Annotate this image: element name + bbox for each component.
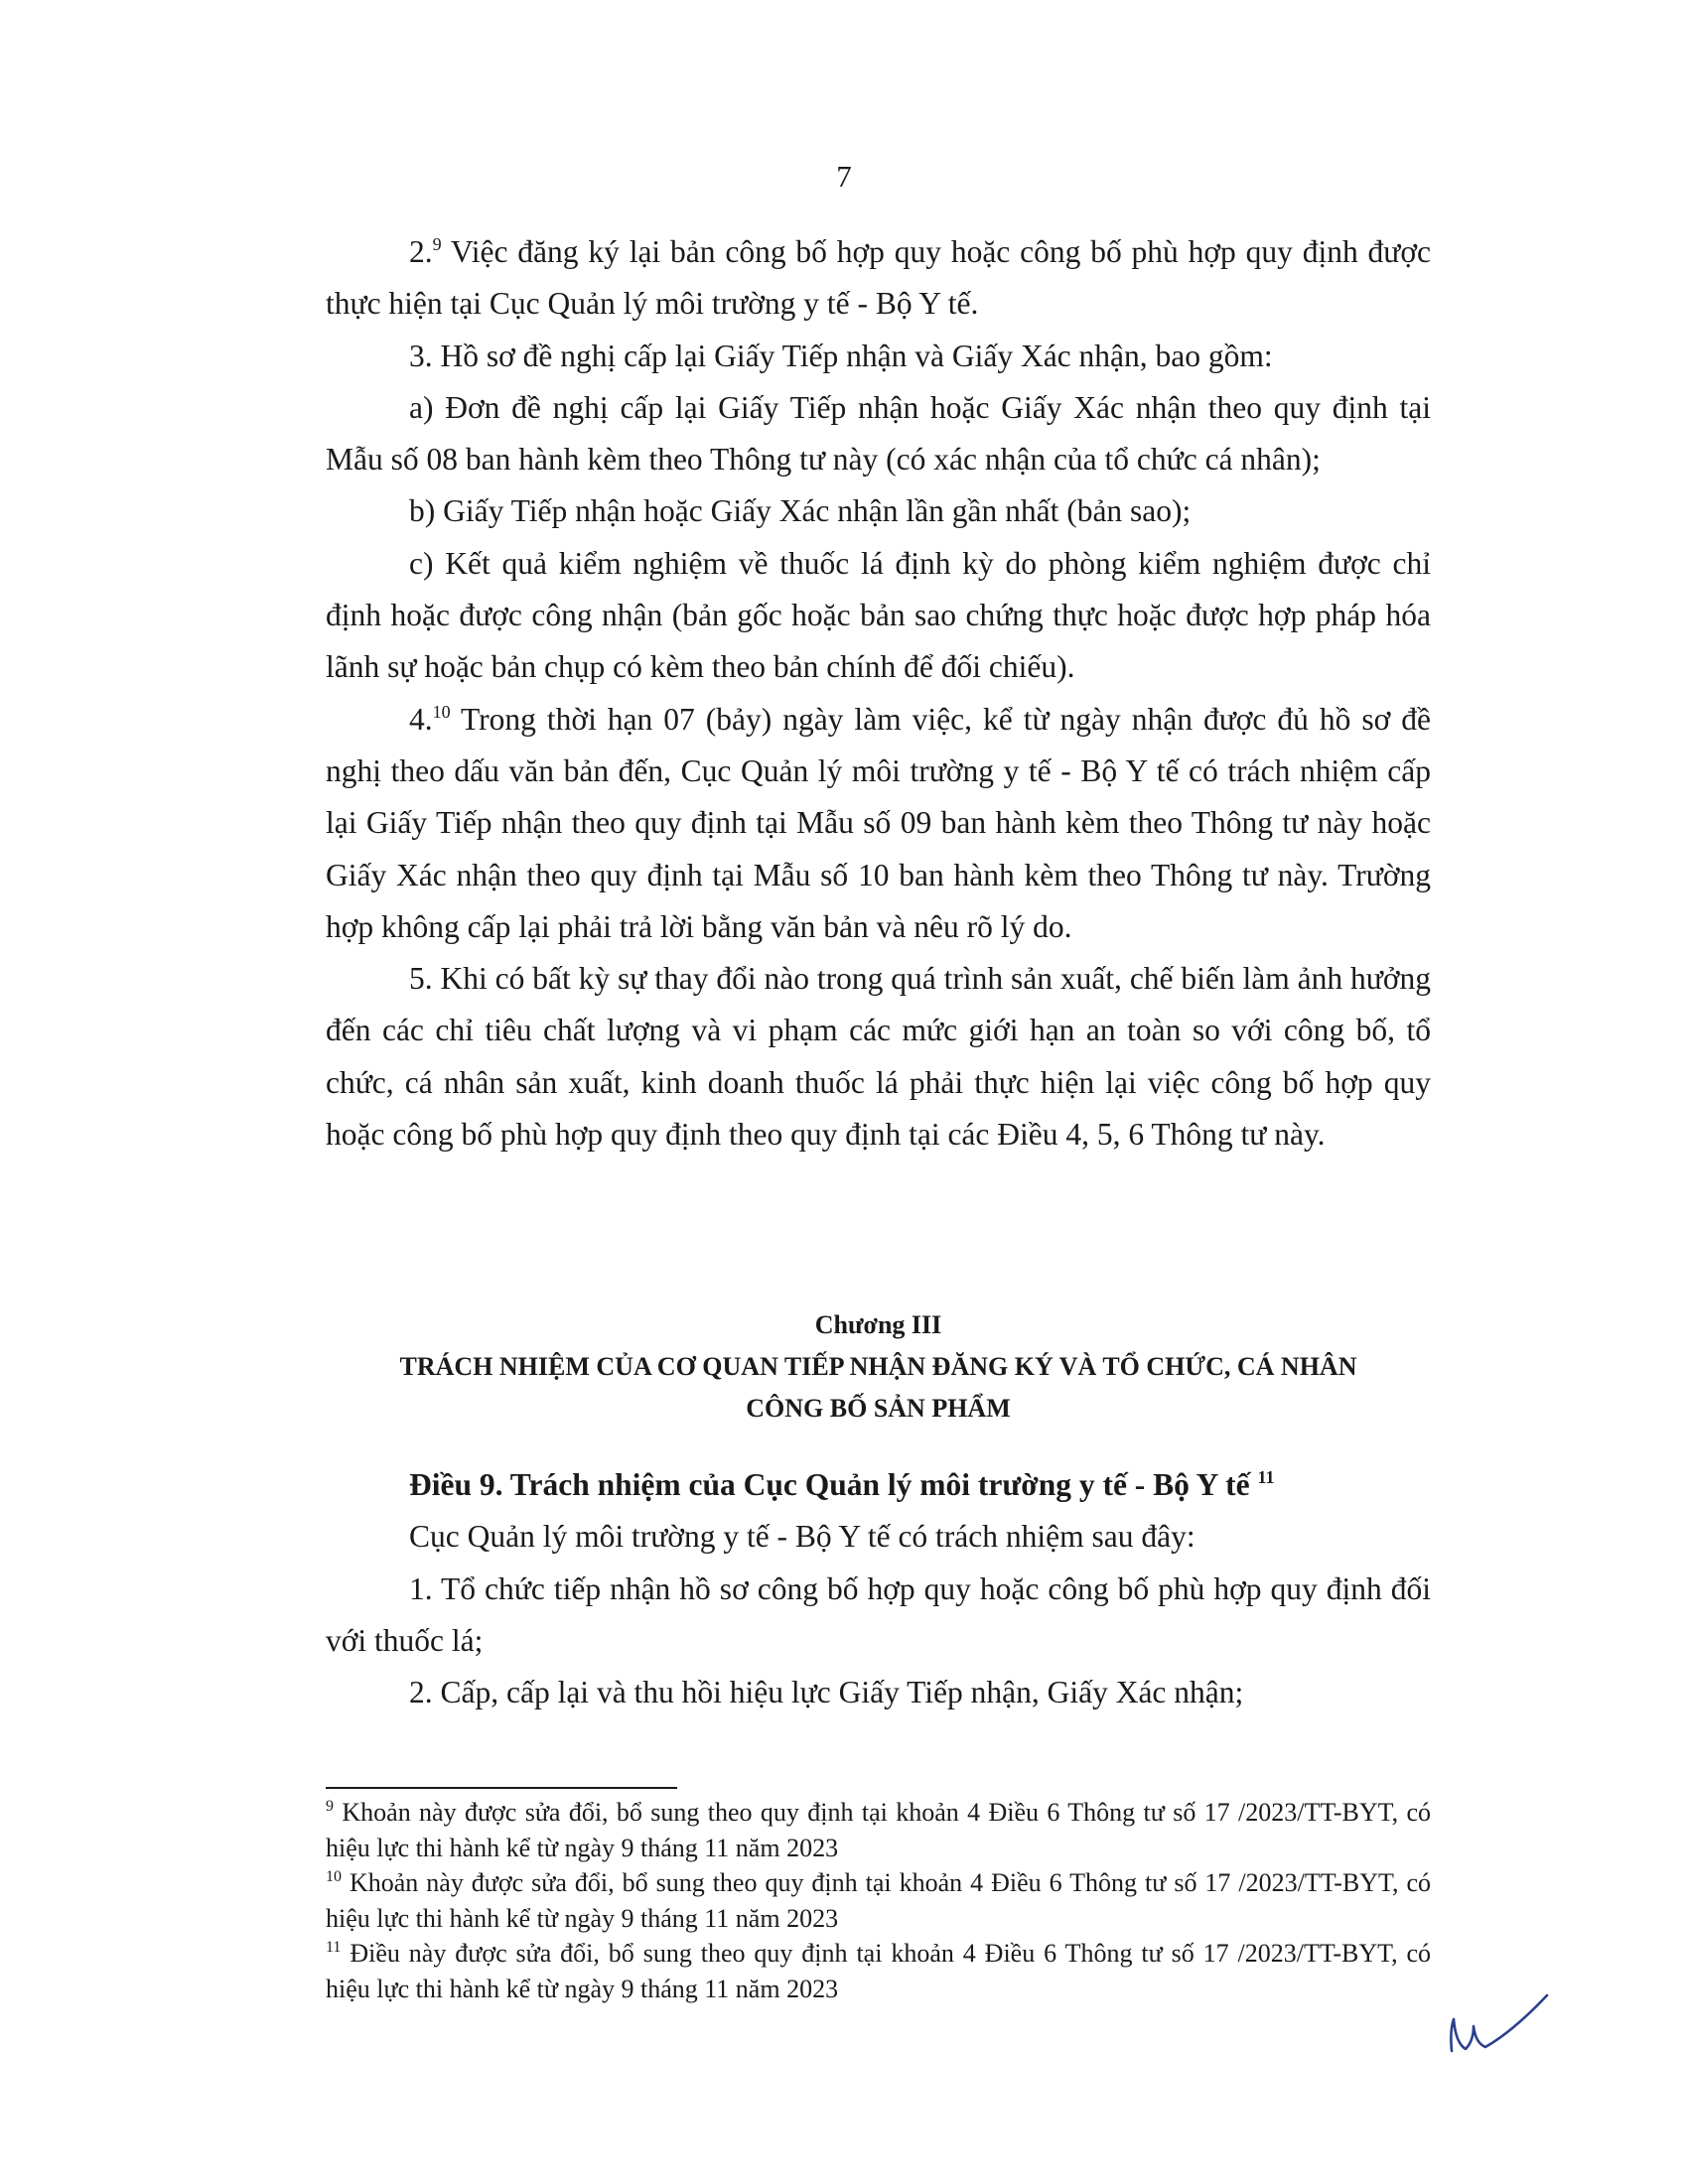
article-item-1: 1. Tổ chức tiếp nhận hồ sơ công bố hợp quy hoặc công bố phù hợp quy định đối với thuốc lá; (326, 1570, 1431, 1658)
footnote-number: 10 (326, 1868, 342, 1885)
article-heading (326, 1459, 1431, 1511)
chapter-title-line: TRÁCH NHIỆM CỦA CƠ QUAN TIẾP NHẬN ĐĂNG KÝ VÀ TỔ CHỨC, CÁ NHÂN (399, 1352, 1357, 1381)
paragraph-item-b: b) Giấy Tiếp nhận hoặc Giấy Xác nhận lần gần nhất (bản sao); (409, 493, 1192, 529)
paragraph-clause-4 (326, 694, 1431, 953)
footnote-number: 11 (326, 1939, 342, 1956)
footnotes (326, 1795, 1431, 2006)
footnote-10 (326, 1865, 1431, 1936)
article-9 (326, 1459, 1431, 1718)
paragraph-clause-5: 5. Khi có bất kỳ sự thay đổi nào trong quá trình sản xuất, chế biến làm ảnh hưởng đến các chỉ tiêu chất lượng và vi phạm các mức giới hạn an toàn so với công bố, tổ chức, cá nhân sản xuất, kinh doanh thuốc lá phải thực hiện lại việc công bố hợp quy hoặc công bố phù hợp quy định theo quy định tại các Điều 4, 5, 6 Thông tư này. (326, 961, 1431, 1153)
paragraph-text: Việc đăng ký lại bản công bố hợp quy hoặc công bố phù hợp quy định được thực hiện tại Cục Quản lý môi trường y tế - Bộ Y tế. (326, 234, 1431, 322)
footnote-ref[interactable]: 10 (432, 701, 451, 722)
footnote-11 (326, 1936, 1431, 2006)
paragraph-text: Trong thời hạn 07 (bảy) ngày làm việc, kể từ ngày nhận được đủ hồ sơ đề nghị theo dấu văn bản đến, Cục Quản lý môi trường y tế - Bộ Y tế có trách nhiệm cấp lại Giấy Tiếp nhận theo quy định tại Mẫu số 09 ban hành kèm theo Thông tư này hoặc Giấy Xác nhận theo quy định tại Mẫu số 10 ban hành kèm theo Thông tư này. Trường hợp không cấp lại phải trả lời bằng văn bản và nêu rõ lý do. (326, 701, 1431, 944)
initials-signature (1444, 1981, 1553, 2061)
footnote-text: Khoản này được sửa đổi, bổ sung theo quy định tại khoản 4 Điều 6 Thông tư số 17 /2023/TT-BYT, có hiệu lực thi hành kể từ ngày 9 tháng 11 năm 2023 (326, 1868, 1431, 1933)
chapter-title (326, 1346, 1431, 1430)
footnote-number: 9 (326, 1798, 334, 1815)
page-number: 7 (836, 159, 852, 194)
footnote-text: Khoản này được sửa đổi, bổ sung theo quy định tại khoản 4 Điều 6 Thông tư số 17 /2023/TT-BYT, có hiệu lực thi hành kể từ ngày 9 tháng 11 năm 2023 (326, 1798, 1432, 1862)
footnote-9 (326, 1795, 1431, 1865)
paragraph-item-a: a) Đơn đề nghị cấp lại Giấy Tiếp nhận hoặc Giấy Xác nhận theo quy định tại Mẫu số 08 ban hành kèm theo Thông tư này (có xác nhận của tổ chức cá nhân); (326, 389, 1431, 478)
paragraph-item-c: c) Kết quả kiểm nghiệm về thuốc lá định kỳ do phòng kiểm nghiệm được chỉ định hoặc được công nhận (bản gốc hoặc bản sao chứng thực hoặc được hợp pháp hóa lãnh sự hoặc bản chụp có kèm theo bản chính để đối chiếu). (326, 545, 1431, 685)
footnote-ref[interactable]: 11 (1257, 1467, 1275, 1487)
footnote-ref[interactable]: 9 (432, 234, 442, 254)
footnote-divider (326, 1787, 677, 1789)
chapter-label: Chương III (814, 1310, 942, 1339)
article-item-2: 2. Cấp, cấp lại và thu hồi hiệu lực Giấy Tiếp nhận, Giấy Xác nhận; (409, 1675, 1244, 1710)
article-heading-text: Điều 9. Trách nhiệm của Cục Quản lý môi trường y tế - Bộ Y tế (409, 1467, 1250, 1502)
clause-number: 4. (409, 701, 433, 737)
paragraph-clause-2 (326, 226, 1431, 331)
paragraph-clause-3: 3. Hồ sơ đề nghị cấp lại Giấy Tiếp nhận và Giấy Xác nhận, bao gồm: (409, 338, 1273, 373)
clause-number: 2. (409, 234, 433, 269)
article-intro: Cục Quản lý môi trường y tế - Bộ Y tế có trách nhiệm sau đây: (409, 1519, 1196, 1555)
body-text (326, 226, 1431, 1160)
footnote-text: Điều này được sửa đổi, bổ sung theo quy định tại khoản 4 Điều 6 Thông tư số 17 /2023/TT-BYT, có hiệu lực thi hành kể từ ngày 9 tháng 11 năm 2023 (326, 1939, 1432, 2003)
chapter-title-line: CÔNG BỐ SẢN PHẨM (746, 1394, 1011, 1423)
